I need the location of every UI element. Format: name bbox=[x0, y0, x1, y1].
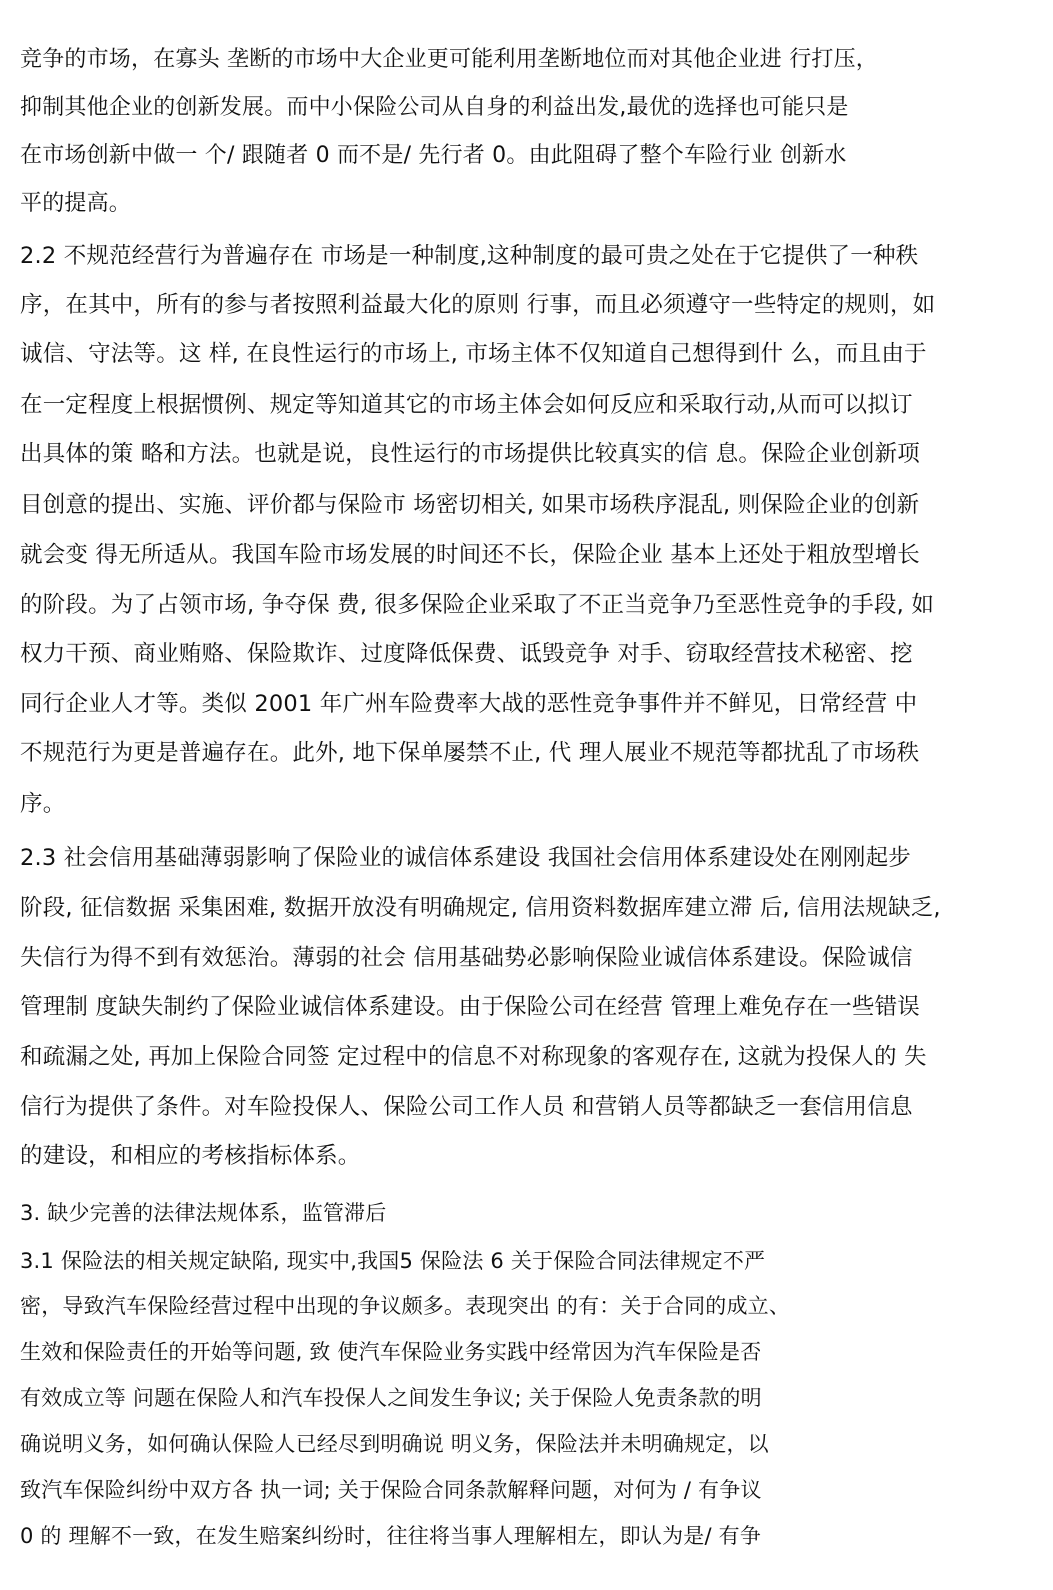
text-line: 的建设，和相应的考核指标体系。 bbox=[20, 1143, 361, 1169]
text-line: 同行企业人才等。类似 2001 年广州车险费率大战的恶性竞争事件并不鲜见，日常经营 中 bbox=[20, 691, 918, 717]
section-heading: 3. 缺少完善的法律法规体系，监管滞后 bbox=[20, 1201, 387, 1225]
text-line: 不规范行为更是普遍存在。此外, 地下保单屡禁不止, 代 理人展业不规范等都扰乱了市场秩 bbox=[20, 740, 920, 766]
text-line: 竞争的市场，在寡头 垄断的市场中大企业更可能利用垄断地位而对其他企业进 行打压， bbox=[20, 47, 878, 72]
text-line: 权力干预、商业贿赂、保险欺诈、过度降低保费、诋毁竞争 对手、窃取经营技术秘密、挖 bbox=[20, 641, 913, 667]
text-line: 诚信、守法等。这 样, 在良性运行的市场上, 市场主体不仅知道自己想得到什 么，而且由于 bbox=[20, 341, 927, 367]
text-line: 阶段, 征信数据 采集困难, 数据开放没有明确规定, 信用资料数据库建立滞 后, 信用法规缺乏, bbox=[20, 895, 941, 921]
text-line: 确说明义务，如何确认保险人已经尽到明确说 明义务，保险法并未明确规定，以 bbox=[20, 1432, 769, 1456]
text-line: 出具体的策 略和方法。也就是说，良性运行的市场提供比较真实的信 息。保险企业创新项 bbox=[20, 441, 921, 467]
text-line: 目创意的提出、实施、评价都与保险市 场密切相关, 如果市场秩序混乱, 则保险企业的创新 bbox=[20, 492, 920, 518]
text-line: 在市场创新中做一 个/ 跟随者 0 而不是/ 先行者 0。由此阻碍了整个车险行业 创新水 bbox=[20, 143, 847, 168]
text-line: 生效和保险责任的开始等问题, 致 使汽车保险业务实践中经常因为汽车保险是否 bbox=[20, 1340, 762, 1364]
text-line: 平的提高。 bbox=[20, 191, 132, 216]
text-line: 2.3 社会信用基础薄弱影响了保险业的诚信体系建设 我国社会信用体系建设处在刚刚起步 bbox=[20, 845, 911, 871]
text-line: 信行为提供了条件。对车险投保人、保险公司工作人员 和营销人员等都缺乏一套信用信息 bbox=[20, 1094, 913, 1120]
text-line: 序。 bbox=[20, 791, 66, 817]
text-line: 就会变 得无所适从。我国车险市场发展的时间还不长，保险企业 基本上还处于粗放型增长 bbox=[20, 542, 921, 568]
text-line: 密，导致汽车保险经营过程中出现的争议颇多。表现突出 的有：关于合同的成立、 bbox=[20, 1294, 791, 1318]
text-line: 抑制其他企业的创新发展。而中小保险公司从自身的利益出发,最优的选择也可能只是 bbox=[20, 95, 849, 120]
text-line: 0 的 理解不一致，在发生赔案纠纷时，往往将当事人理解相左，即认为是/ 有争 bbox=[20, 1524, 762, 1548]
text-line: 的阶段。为了占领市场, 争夺保 费, 很多保险企业采取了不正当竞争乃至恶性竞争的手段, 如 bbox=[20, 592, 935, 618]
text-line: 失信行为得不到有效惩治。薄弱的社会 信用基础势必影响保险业诚信体系建设。保险诚信 bbox=[20, 945, 913, 971]
text-line: 致汽车保险纠纷中双方各 执一词; 关于保险合同条款解释问题，对何为 / 有争议 bbox=[20, 1478, 762, 1502]
text-line: 和疏漏之处, 再加上保险合同签 定过程中的信息不对称现象的客观存在, 这就为投保人的 失 bbox=[20, 1044, 927, 1070]
text-line: 在一定程度上根据惯例、规定等知道其它的市场主体会如何反应和采取行动,从而可以拟订 bbox=[20, 392, 913, 418]
text-line: 序，在其中，所有的参与者按照利益最大化的原则 行事，而且必须遵守一些特定的规则，如 bbox=[20, 292, 936, 318]
text-line: 3.1 保险法的相关规定缺陷, 现实中,我国5 保险法 6 关于保险合同法律规定不严 bbox=[20, 1249, 766, 1273]
text-line: 有效成立等 问题在保险人和汽车投保人之间发生争议; 关于保险人免责条款的明 bbox=[20, 1386, 762, 1410]
text-line: 2.2 不规范经营行为普遍存在 市场是一种制度,这种制度的最可贵之处在于它提供了一种秩 bbox=[20, 243, 919, 269]
text-line: 管理制 度缺失制约了保险业诚信体系建设。由于保险公司在经营 管理上难免存在一些错误 bbox=[20, 994, 921, 1020]
